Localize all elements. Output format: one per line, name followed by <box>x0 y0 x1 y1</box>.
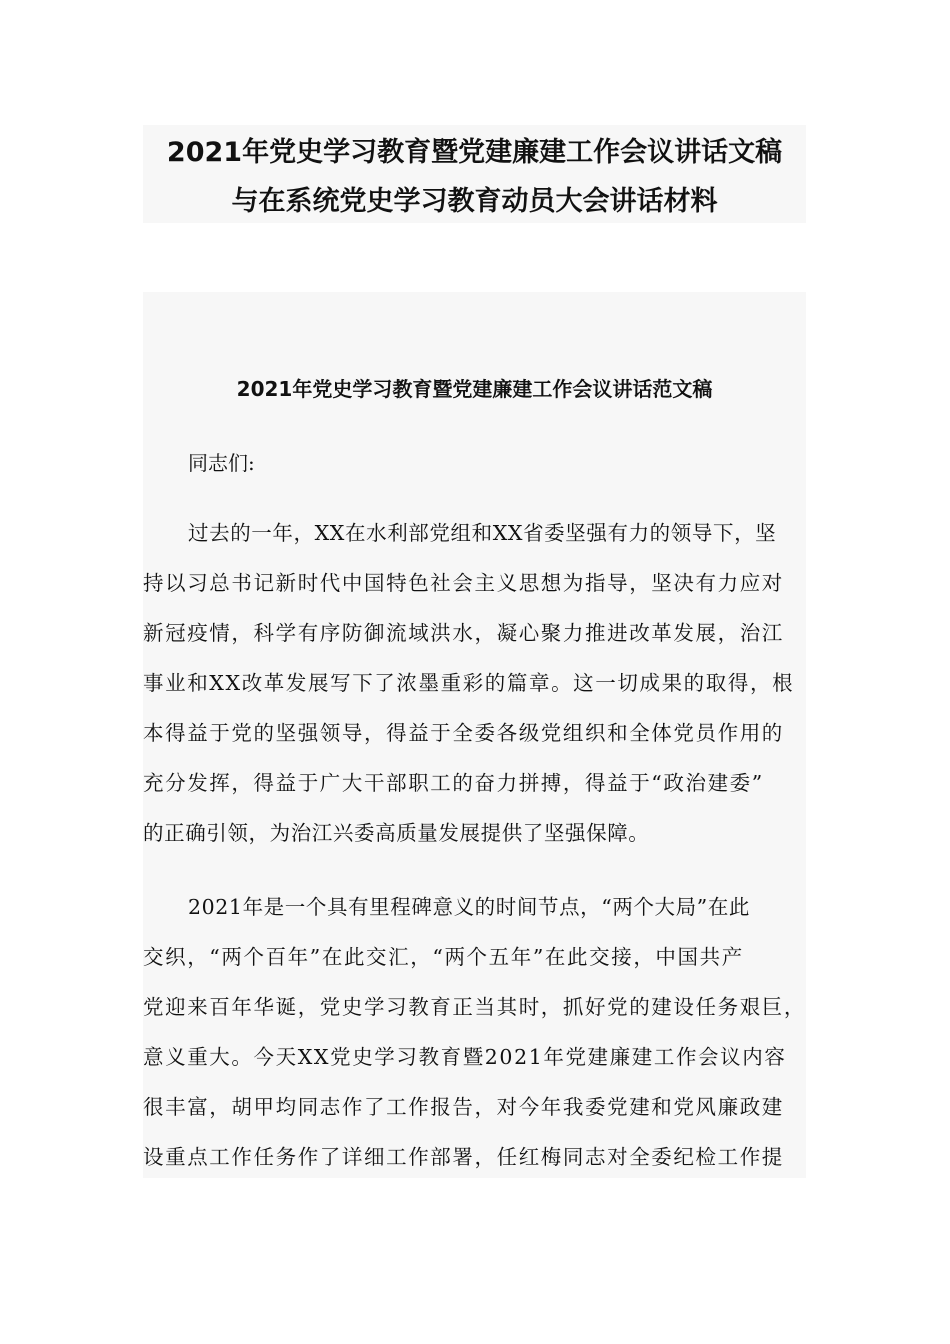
document-title-line-2: 与在系统党史学习教育动员大会讲话材料 <box>231 186 718 217</box>
document-body <box>143 292 806 1178</box>
paragraph-line: 意义重大。今天XX党史学习教育暨2021年党建廉建工作会议内容 <box>143 1045 787 1069</box>
paragraph-line: 过去的一年，XX在水利部党组和XX省委坚强有力的领导下，坚 <box>188 521 777 545</box>
document-title-line-1: 2021年党史学习教育暨党建廉建工作会议讲话文稿 <box>166 137 783 168</box>
paragraph-line: 的正确引领，为治江兴委高质量发展提供了坚强保障。 <box>143 821 650 845</box>
paragraph-line: 很丰富，胡甲均同志作了工作报告，对今年我委党建和党风廉政建 <box>143 1095 784 1119</box>
paragraph-line: 交织，“两个百年”在此交汇，“两个五年”在此交接，中国共产 <box>143 945 744 969</box>
paragraph-line: 本得益于党的坚强领导，得益于全委各级党组织和全体党员作用的 <box>143 721 784 745</box>
paragraph-line: 党迎来百年华诞，党史学习教育正当其时，抓好党的建设任务艰巨， <box>143 995 806 1019</box>
paragraph-line: 持以习总书记新时代中国特色社会主义思想为指导，坚决有力应对 <box>143 571 784 595</box>
salutation: 同志们: <box>188 451 255 475</box>
paragraph-line: 设重点工作任务作了详细工作部署，任红梅同志对全委纪检工作提 <box>143 1145 784 1169</box>
paragraph-line: 新冠疫情，科学有序防御流域洪水，凝心聚力推进改革发展，治江 <box>143 621 784 645</box>
speech-subtitle: 2021年党史学习教育暨党建廉建工作会议讲话范文稿 <box>236 377 713 401</box>
document-title-block <box>143 125 806 223</box>
paragraph-line: 事业和XX改革发展写下了浓墨重彩的篇章。这一切成果的取得，根 <box>143 671 795 695</box>
paragraph-line: 2021年是一个具有里程碑意义的时间节点，“两个大局”在此 <box>188 895 751 919</box>
paragraph-line: 充分发挥，得益于广大干部职工的奋力拼搏，得益于“政治建委” <box>143 771 764 795</box>
